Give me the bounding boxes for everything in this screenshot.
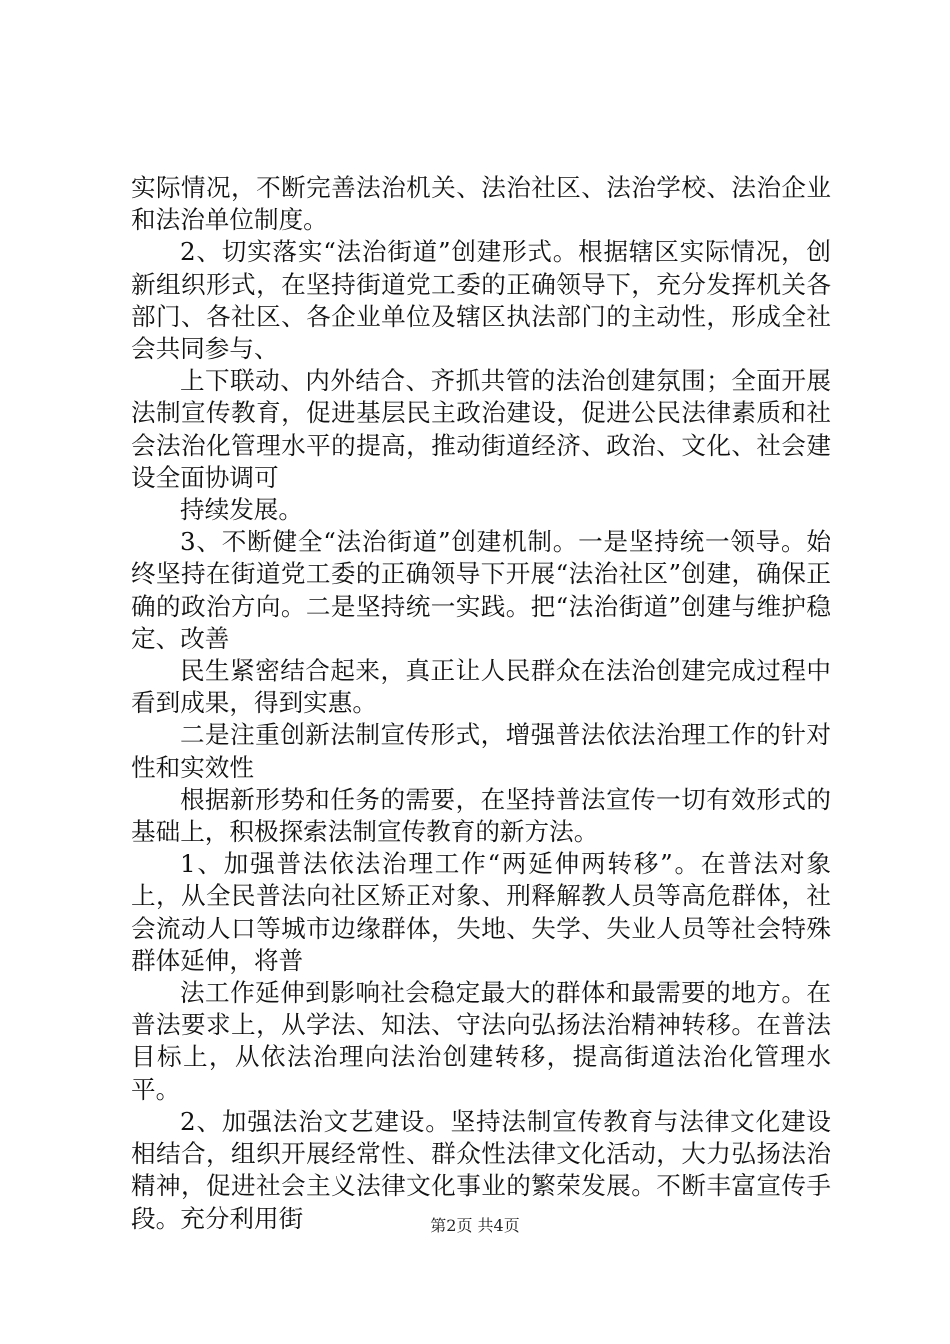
paragraph-11: 2、加强法治文艺建设。坚持法制宣传教育与法律文化建设相结合，组织开展经常性、群众性法律文化活动，大力弘扬法治精神，促进社会主义法律文化事业的繁荣发展。不断丰富宣传手段。充分利用街 bbox=[131, 1106, 831, 1233]
paragraph-7: 二是注重创新法制宣传形式，增强普法依法治理工作的针对性和实效性 bbox=[131, 720, 831, 782]
paragraph-2: 2、切实落实“法治街道”创建形式。根据辖区实际情况，创新组织形式，在坚持街道党工委的正确领导下，充分发挥机关各部门、各社区、各企业单位及辖区执法部门的主动性，形成全社会共同参与、 bbox=[131, 237, 831, 364]
paragraph-5: 3、不断健全“法治街道”创建机制。一是坚持统一领导。始终坚持在街道党工委的正确领导下开展“法治社区”创建，确保正确的政治方向。二是坚持统一实践。把“法治街道”创建与维护稳定、改善 bbox=[131, 527, 831, 653]
paragraph-6: 民生紧密结合起来，真正让人民群众在法治创建完成过程中看到成果，得到实惠。 bbox=[131, 656, 831, 718]
paragraph-10: 法工作延伸到影响社会稳定最大的群体和最需要的地方。在普法要求上，从学法、知法、守法向弘扬法治精神转移。在普法目标上，从依法治理向法治创建转移，提高街道法治化管理水平。 bbox=[131, 978, 831, 1104]
paragraph-3: 上下联动、内外结合、齐抓共管的法治创建氛围；全面开展法制宣传教育，促进基层民主政治建设，促进公民法律素质和社会法治化管理水平的提高，推动街道经济、政治、文化、社会建设全面协调可 bbox=[131, 366, 831, 492]
paragraph-4: 持续发展。 bbox=[180, 495, 303, 525]
page-footer: 第2页 共4页 bbox=[430, 1216, 520, 1235]
paragraph-8: 根据新形势和任务的需要，在坚持普法宣传一切有效形式的基础上，积极探索法制宣传教育的新方法。 bbox=[131, 784, 831, 847]
paragraph-1: 实际情况，不断完善法治机关、法治社区、法治学校、法治企业和法治单位制度。 bbox=[131, 173, 831, 235]
paragraph-9: 1、加强普法依法治理工作“两延伸两转移”。在普法对象上，从全民普法向社区矫正对象、刑释解教人员等高危群体，社会流动人口等城市边缘群体，失地、失学、失业人员等社会特殊群体延伸，将普 bbox=[131, 849, 831, 975]
document-body bbox=[131, 172, 831, 1235]
